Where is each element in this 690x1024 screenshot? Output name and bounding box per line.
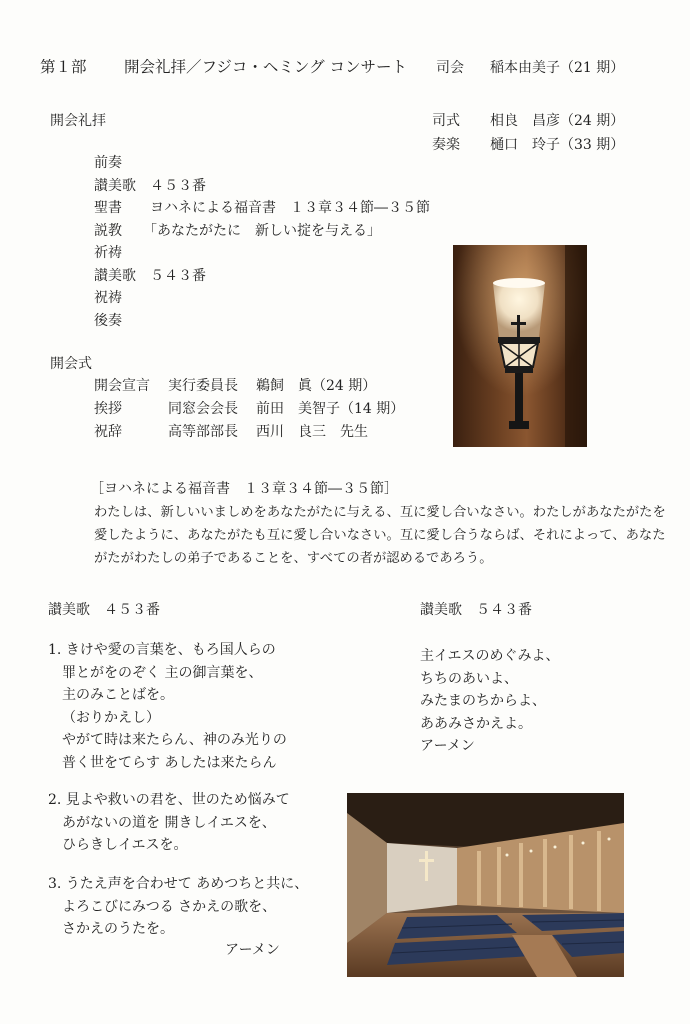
scripture-text: [94, 501, 666, 570]
ceremony-name: 前田 美智子（14 期）: [256, 401, 405, 417]
hymn-543-title: 讃美歌 ５４３番: [420, 602, 532, 618]
page-title: 開会礼拝／フジコ・ヘミング コンサート: [124, 58, 407, 76]
emcee-name: 稲本由美子（21 期）: [490, 60, 625, 76]
organist-name: 樋口 玲子（33 期）: [490, 137, 625, 153]
hymn-line: やがて時は来たらん、神のみ光りの: [62, 732, 287, 748]
hymn-453-verse-3: [48, 873, 308, 941]
scripture-line: 愛したように、あなたがたも互に愛し合いなさい。互に愛し合うならば、それによって、あなた: [94, 528, 666, 543]
hymn-line: ちちのあいよ、: [420, 670, 518, 687]
hymn-453-amen: アーメン: [225, 942, 280, 958]
hymn-line: みたまのちからよ、: [420, 693, 546, 709]
officiant-name: 相良 昌彦（24 期）: [490, 113, 625, 129]
order-item: 讃美歌 ４５３番: [94, 177, 206, 194]
worship-heading: 開会礼拝: [50, 113, 106, 129]
emcee-role: 司会: [436, 60, 464, 76]
order-item: 説教 「あなたがたに 新しい掟を与える」: [94, 222, 381, 239]
ceremony-label: 挨拶: [94, 401, 122, 417]
hymn-line: （おりかえし）: [62, 709, 160, 726]
wall-lamp-icon: [453, 245, 587, 447]
hymn-line: 2. 見よや救いの君を、世のため悩みて: [48, 792, 290, 808]
hymn-line: 普く世をてらす あしたは来たらん: [62, 754, 277, 771]
hymn-line: あがないの道を 開きしイエスを、: [62, 814, 276, 831]
order-item: 聖書 ヨハネによる福音書 １３章３４節―３５節: [94, 200, 430, 216]
ceremony-role: 同窓会会長: [168, 401, 238, 417]
ceremony-label: 開会宣言: [94, 378, 150, 394]
organist-role: 奏楽: [432, 137, 460, 153]
ceremony-name: 西川 良三 先生: [256, 424, 368, 440]
scripture-heading: ［ヨハネによる福音書 １３章３４節―３５節］: [90, 481, 398, 497]
hymn-line: 主イエスのめぐみよ、: [420, 648, 560, 664]
scripture-line: わたしは、新しいいましめをあなたがたに与える、互に愛し合いなさい。わたしがあなたがたを: [94, 505, 666, 520]
order-item: 讃美歌 ５４３番: [94, 267, 206, 284]
chapel-hall-icon: [347, 793, 624, 977]
order-item: 前奏: [94, 155, 122, 171]
ceremony-role: 実行委員長: [168, 378, 238, 394]
scripture-line: がたがわたしの弟子であることを、すべての者が認めるであろう。: [94, 551, 493, 566]
hymn-453-verse-2: [48, 789, 290, 857]
hymn-453-verse-1: [48, 639, 287, 774]
ceremony-heading: 開会式: [50, 356, 92, 372]
hymn-line: アーメン: [420, 738, 475, 754]
hymn-line: 3. うたえ声を合わせて あめつちと共に、: [48, 876, 309, 892]
hymn-line: さかえのうたを。: [62, 921, 174, 937]
part-label: 第１部: [40, 58, 87, 76]
ceremony-label: 祝辞: [94, 424, 122, 440]
ceremony-name: 鵜飼 眞（24 期）: [256, 378, 377, 394]
hymn-line: よろこびにみつる さかえの歌を、: [62, 898, 277, 915]
hymn-453-title: 讃美歌 ４５３番: [48, 602, 160, 618]
chapel-hall-photo: [347, 793, 624, 977]
officiant-role: 司式: [432, 113, 460, 129]
hymn-line: ああみさかえよ。: [420, 715, 532, 732]
hymn-line: 主のみことばを。: [62, 687, 174, 703]
order-item: 後奏: [94, 312, 122, 329]
ceremony-role: 高等部部長: [168, 424, 238, 440]
order-item: 祝祷: [94, 290, 122, 306]
hymn-line: ひらきしイエスを。: [62, 837, 188, 853]
hymn-line: 罪とがをのぞく 主の御言葉を、: [62, 664, 263, 681]
hymn-line: 1. きけや愛の言葉を、もろ国人らの: [48, 642, 276, 658]
order-item: 祈祷: [94, 245, 122, 261]
wall-lamp-photo: [453, 245, 587, 447]
hymn-543-lyrics: [420, 645, 559, 758]
order-of-worship: [94, 152, 430, 332]
